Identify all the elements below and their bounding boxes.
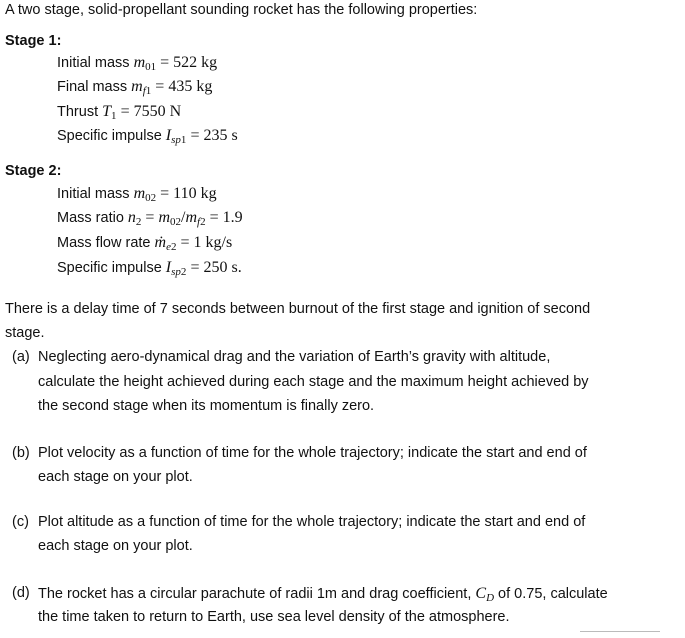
stage1-thrust-row: Thrust $T_1 = 7550$ N: [57, 103, 182, 122]
stage1-final-mass-label: Final mass: [57, 79, 128, 95]
question-d-line1: The rocket has a circular parachute of radii 1m and drag coefficient, CD of 0.75, calculate: [38, 585, 608, 604]
stage1-isp-row: Specific impulse Isp$_1$ = 235 s: [57, 127, 238, 146]
question-a-label: (a): [12, 349, 30, 365]
question-c-line1: Plot altitude as a function of time for the whole trajectory; indicate the start and end of: [38, 514, 586, 530]
stage2-isp-value: = 250 s.: [190, 259, 242, 276]
stage2-mass-flow-row: Mass flow rate ṁe$_2$ = 1 kg/s: [57, 234, 233, 253]
stage2-mass-flow-label: Mass flow rate: [57, 235, 151, 251]
stage1-isp-label: Specific impulse: [57, 128, 162, 144]
intro-text: A two stage, solid-propellant sounding rocket has the following properties:: [5, 2, 478, 18]
stage1-initial-mass-value: = 522 kg: [160, 54, 218, 71]
delay-text-line1: There is a delay time of 7 seconds between burnout of the first stage and ignition of second: [5, 301, 591, 317]
stage1-final-mass-row: Final mass $mf_1 = 435$ kg: [57, 78, 213, 97]
question-d-line2: the time taken to return to Earth, use sea level density of the atmosphere.: [38, 609, 510, 625]
question-b-label: (b): [12, 445, 30, 461]
stage2-heading: Stage 2:: [5, 163, 62, 179]
stage2-mass-flow-value: = 1 kg/s: [180, 234, 233, 251]
stage2-isp-row: Specific impulse Isp$_2$ = 250 s.: [57, 259, 242, 278]
stage2-isp-label: Specific impulse: [57, 260, 162, 276]
stage2-mass-ratio-label: Mass ratio: [57, 210, 124, 226]
question-a-line1: Neglecting aero-dynamical drag and the variation of Earth’s gravity with altitude,: [38, 349, 551, 365]
question-d-line1-post: of 0.75, calculate: [498, 586, 608, 602]
stage1-initial-mass-label: Initial mass: [57, 55, 130, 71]
stage2-mass-ratio-value: = 1.9: [209, 209, 243, 226]
delay-text-line2: stage.: [5, 325, 45, 341]
question-b-line2: each stage on your plot.: [38, 469, 193, 485]
stage2-initial-mass-row: Initial mass $m_{02} = 110$ kg: [57, 185, 217, 204]
stage2-initial-mass-value: = 110 kg: [160, 185, 217, 202]
stage1-heading: Stage 1:: [5, 33, 62, 49]
question-d-label: (d): [12, 585, 30, 601]
stage1-final-mass-value: = 435 kg: [155, 78, 213, 95]
stage2-initial-mass-label: Initial mass: [57, 186, 130, 202]
question-c-label: (c): [12, 514, 29, 530]
question-a-line3: the second stage when its momentum is finally zero.: [38, 398, 375, 414]
question-d-line1-pre: The rocket has a circular parachute of radii 1m and drag coefficient,: [38, 586, 472, 602]
stage1-thrust-label: Thrust: [57, 104, 99, 120]
stage1-initial-mass-row: Initial mass $m_{01} = 522$ kg: [57, 54, 218, 73]
question-a-line2: calculate the height achieved during each stage and the maximum height achieved by: [38, 374, 589, 390]
stage1-isp-value: = 235 s: [190, 127, 238, 144]
stage2-mass-ratio-row: Mass ratio $n_2 = m_{02}/mf_2 = 1.9$: [57, 209, 243, 228]
stage1-thrust-value: = 7550 N: [120, 103, 182, 120]
question-b-line1: Plot velocity as a function of time for the whole trajectory; indicate the start and end of: [38, 445, 587, 461]
question-c-line2: each stage on your plot.: [38, 538, 193, 554]
